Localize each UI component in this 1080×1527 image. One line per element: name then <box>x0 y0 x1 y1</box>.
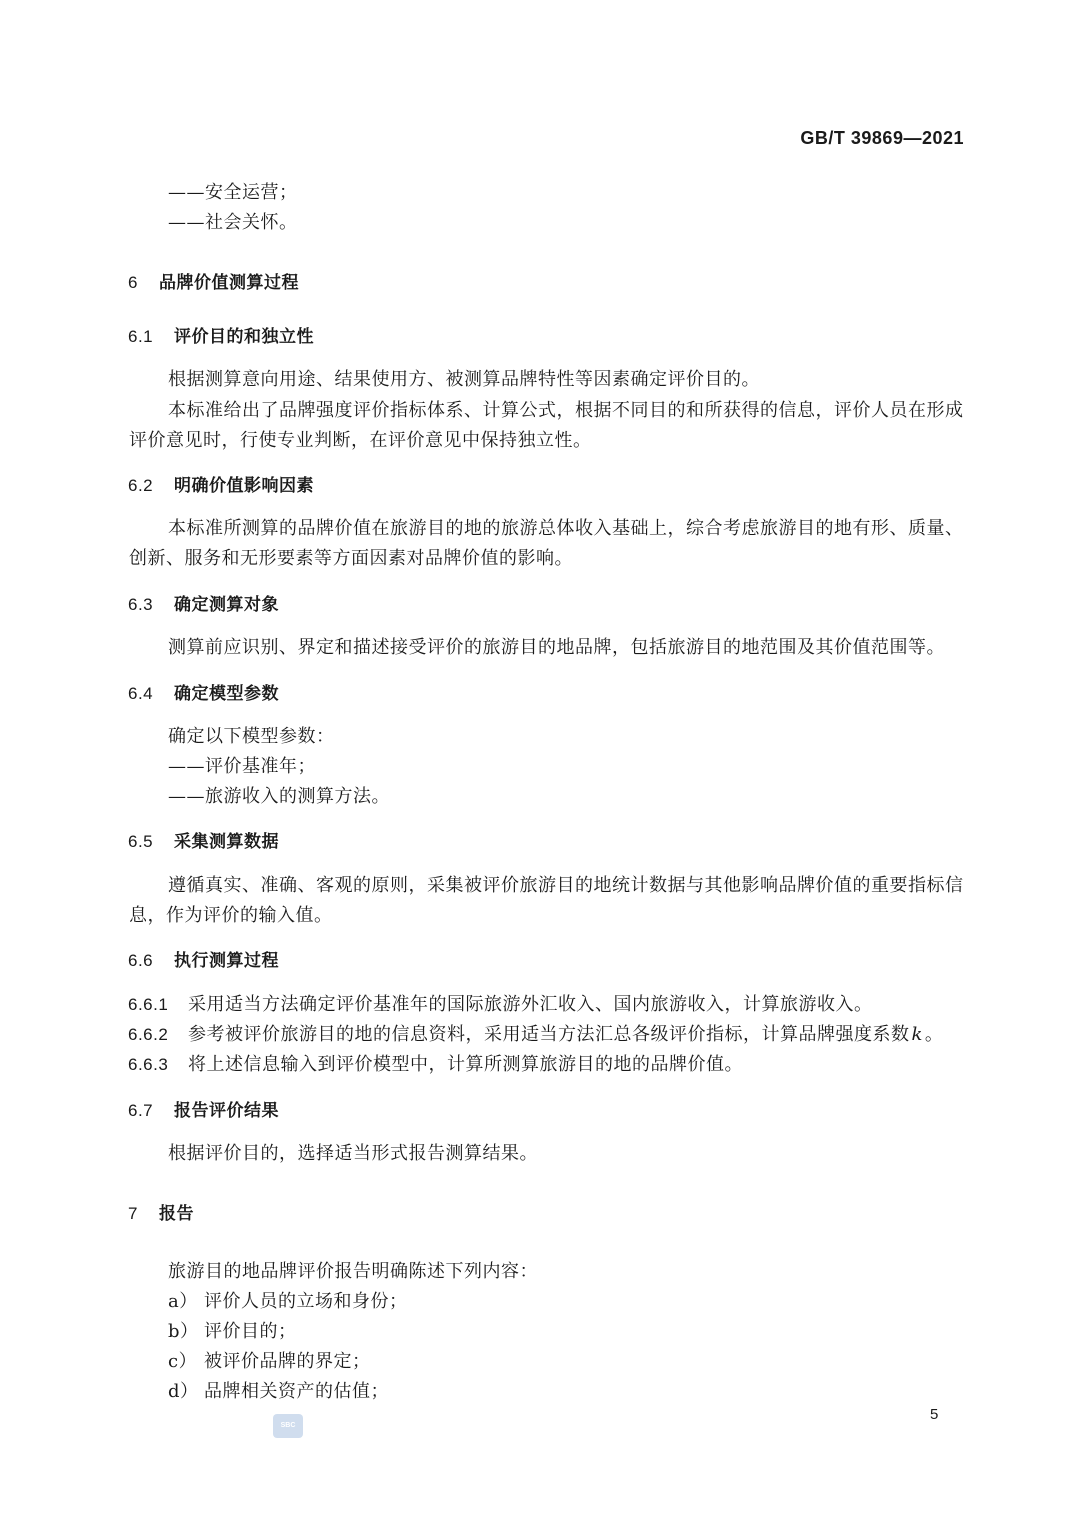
list-text: 被评价品牌的界定； <box>204 1351 371 1372</box>
list-item: ——旅游收入的测算方法。 <box>168 786 390 807</box>
list-text: 评价目的； <box>204 1321 297 1342</box>
section-heading-6-6 <box>128 946 279 971</box>
publisher-logo: SBC <box>273 1414 303 1438</box>
list-label: c） <box>168 1351 198 1372</box>
paragraph: 根据评价目的，选择适当形式报告测算结果。 <box>168 1143 538 1164</box>
section-title: 执行测算过程 <box>174 951 279 971</box>
clause-number: 6.6.1 <box>128 995 169 1014</box>
section-number: 7 <box>128 1204 138 1223</box>
list-item-d <box>168 1377 389 1403</box>
list-item-a <box>168 1287 408 1313</box>
section-heading-7 <box>128 1199 194 1224</box>
list-text: 品牌相关资产的估值； <box>204 1381 389 1402</box>
section-title: 品牌价值测算过程 <box>159 273 299 293</box>
section-number: 6.6 <box>128 951 154 970</box>
paragraph-line: 本标准所测算的品牌价值在旅游目的地的旅游总体收入基础上，综合考虑旅游目的地有形、质量、 <box>168 518 964 539</box>
list-item-b <box>168 1317 297 1343</box>
section-number: 6.3 <box>128 595 154 614</box>
section-title: 明确价值影响因素 <box>174 476 314 496</box>
section-heading-6-1 <box>128 322 314 347</box>
section-heading-6-2 <box>128 471 314 496</box>
section-number: 6.7 <box>128 1101 154 1120</box>
page-number: 5 <box>930 1406 939 1423</box>
section-title: 报告 <box>159 1204 194 1224</box>
section-title: 评价目的和独立性 <box>174 327 314 347</box>
section-title: 报告评价结果 <box>174 1101 279 1121</box>
standard-code: GB/T 39869—2021 <box>800 128 964 148</box>
section-heading-6-7 <box>128 1096 279 1121</box>
clause-number: 6.6.3 <box>128 1055 169 1074</box>
section-number: 6.2 <box>128 476 154 495</box>
section-heading-6 <box>128 268 299 293</box>
paragraph: 确定以下模型参数： <box>168 726 335 747</box>
clause-6-6-3 <box>128 1050 743 1076</box>
clause-text: 采用适当方法确定评价基准年的国际旅游外汇收入、国内旅游收入，计算旅游收入。 <box>188 994 873 1015</box>
clause-6-6-1 <box>128 990 873 1016</box>
paragraph-line: 创新、服务和无形要素等方面因素对品牌价值的影响。 <box>129 548 573 569</box>
list-label: a） <box>168 1291 198 1312</box>
section-heading-6-4 <box>128 679 279 704</box>
clause-end: 。 <box>924 1024 944 1045</box>
paragraph-line: 评价意见时，行使专业判断，在评价意见中保持独立性。 <box>129 430 592 451</box>
section-number: 6 <box>128 273 138 292</box>
section-heading-6-5 <box>128 827 279 852</box>
section-number: 6.1 <box>128 327 154 346</box>
clause-6-6-2 <box>128 1020 943 1046</box>
list-item: ——社会关怀。 <box>168 212 298 233</box>
paragraph: 测算前应识别、界定和描述接受评价的旅游目的地品牌，包括旅游目的地范围及其价值范围等。 <box>168 637 945 658</box>
section-title: 采集测算数据 <box>174 832 279 852</box>
paragraph-line: 本标准给出了品牌强度评价指标体系、计算公式，根据不同目的和所获得的信息，评价人员在形成 <box>168 400 964 421</box>
section-title: 确定测算对象 <box>174 595 279 615</box>
list-item-c <box>168 1347 371 1373</box>
section-title: 确定模型参数 <box>174 684 279 704</box>
list-label: b） <box>168 1321 199 1342</box>
list-item: ——评价基准年； <box>168 756 316 777</box>
list-text: 评价人员的立场和身份； <box>204 1291 408 1312</box>
clause-text: 将上述信息输入到评价模型中，计算所测算旅游目的地的品牌价值。 <box>188 1054 743 1075</box>
paragraph-line: 遵循真实、准确、客观的原则，采集被评价旅游目的地统计数据与其他影响品牌价值的重要指标信 <box>168 875 964 896</box>
section-number: 6.4 <box>128 684 154 703</box>
paragraph: 旅游目的地品牌评价报告明确陈述下列内容： <box>168 1261 538 1282</box>
paragraph: 根据测算意向用途、结果使用方、被测算品牌特性等因素确定评价目的。 <box>168 369 760 390</box>
variable-k: k <box>911 1024 923 1045</box>
clause-text: 参考被评价旅游目的地的信息资料，采用适当方法汇总各级评价指标，计算品牌强度系数 <box>188 1024 910 1045</box>
clause-number: 6.6.2 <box>128 1025 169 1044</box>
list-label: d） <box>168 1381 199 1402</box>
section-heading-6-3 <box>128 590 279 615</box>
section-number: 6.5 <box>128 832 154 851</box>
paragraph-line: 息，作为评价的输入值。 <box>129 905 333 926</box>
list-item: ——安全运营； <box>168 182 298 203</box>
